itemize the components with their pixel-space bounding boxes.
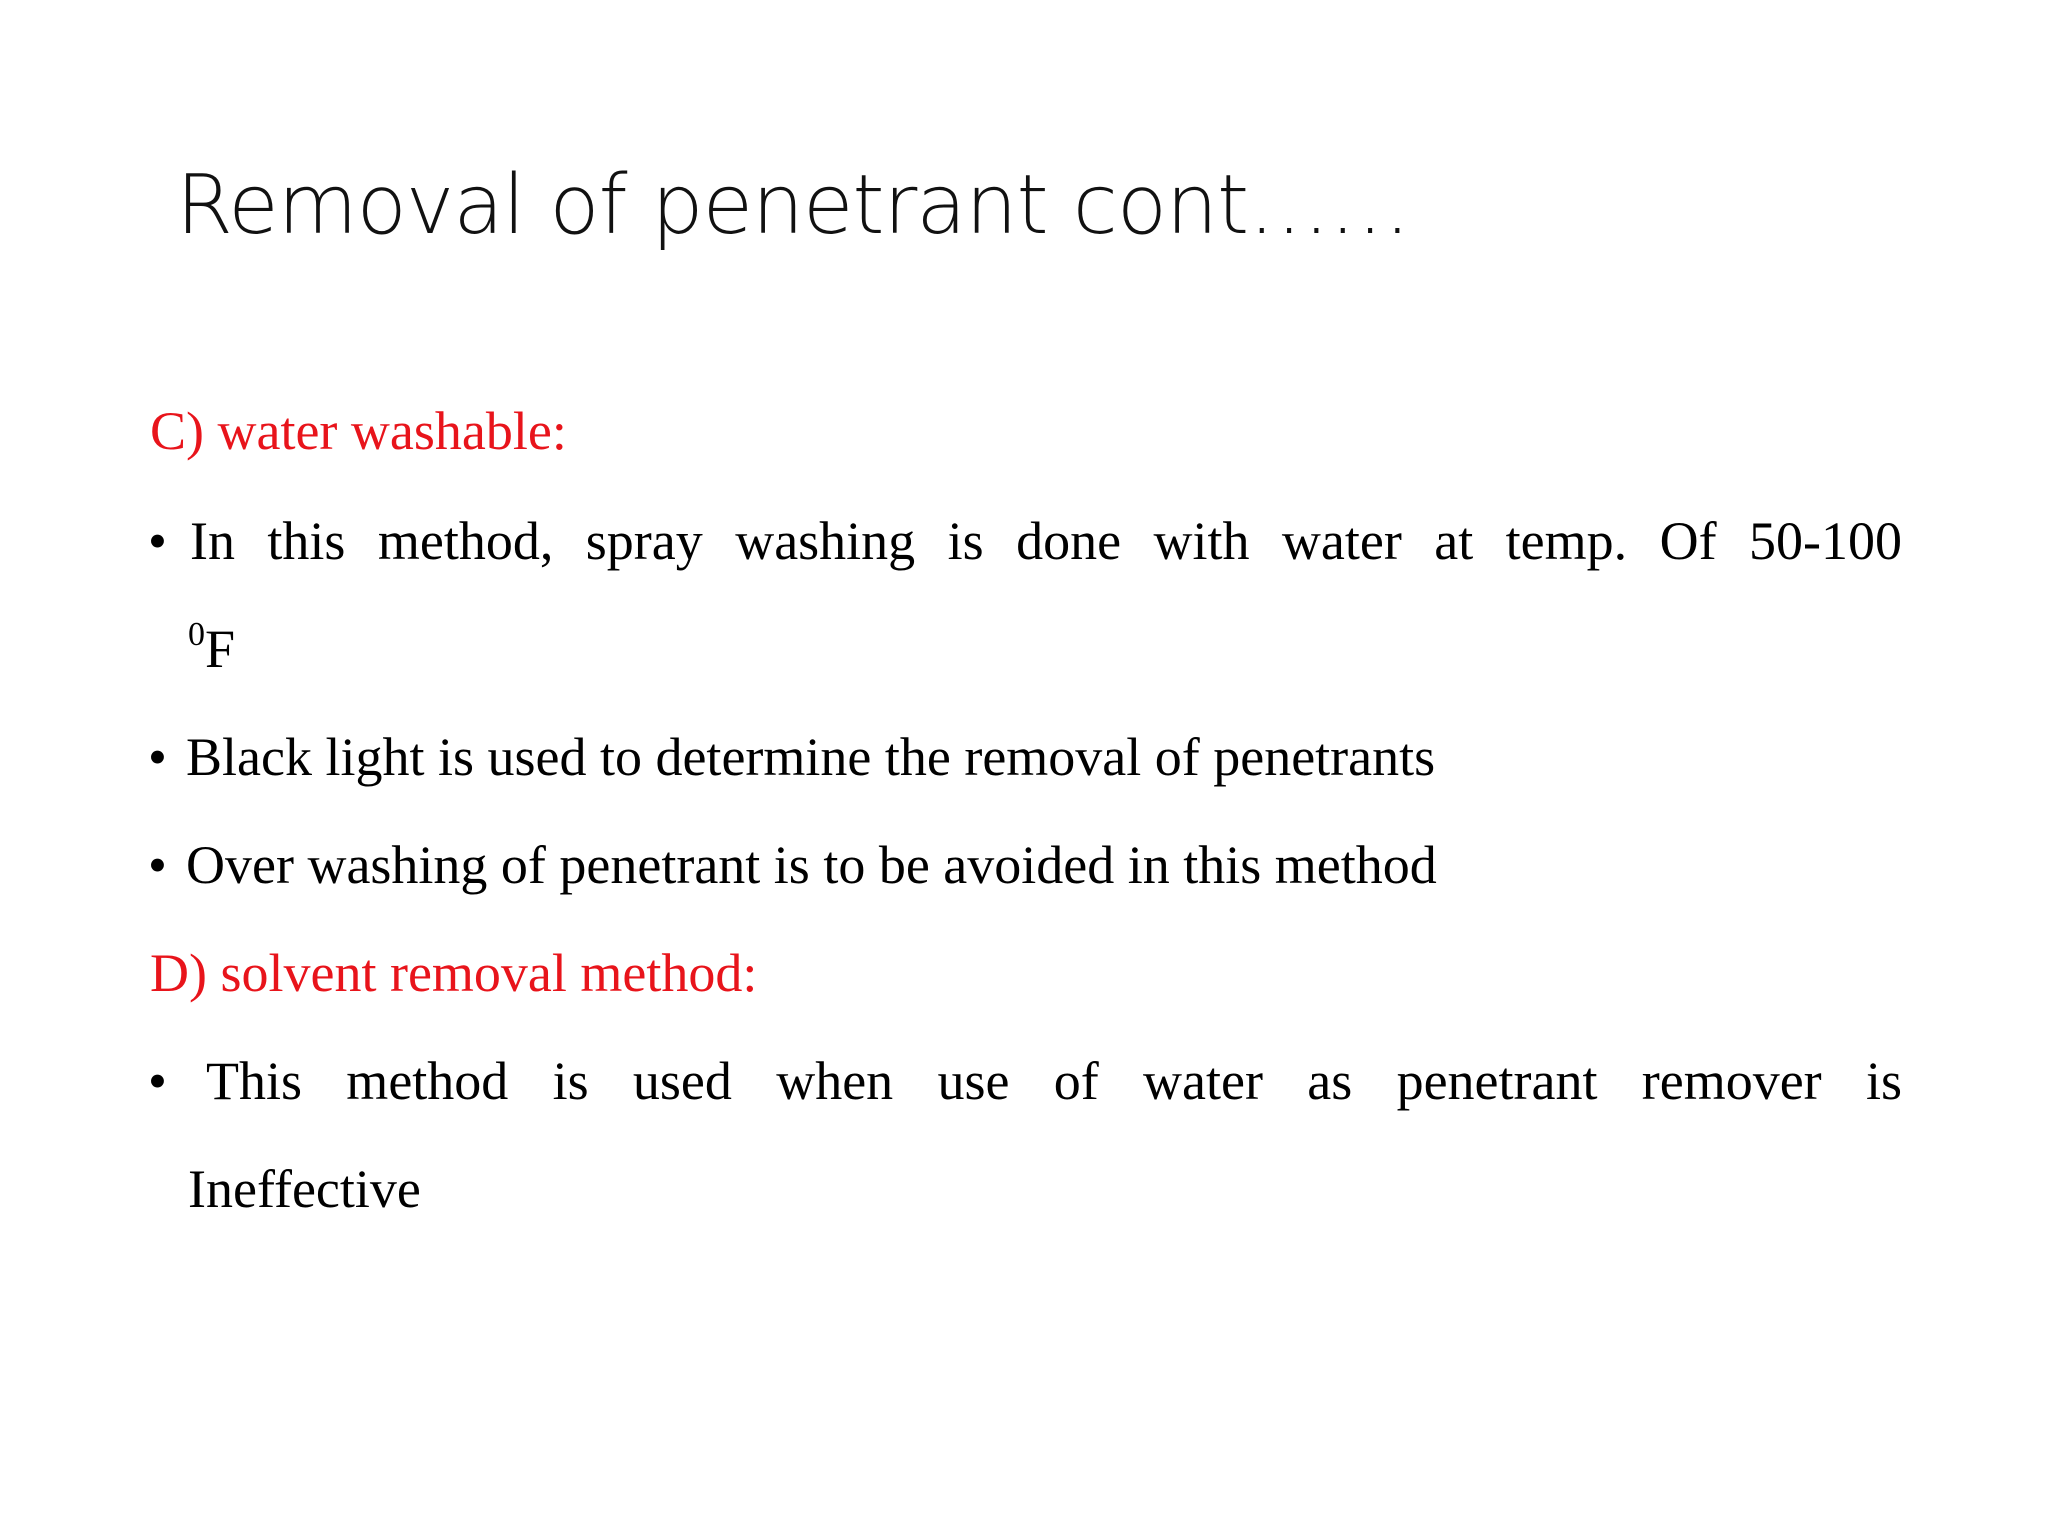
bullet-icon: • <box>148 1051 167 1111</box>
bullet-c2: Black light is used to determine the removal of penetrants <box>186 727 1436 787</box>
bullet-c3: Over washing of penetrant is to be avoided in this method <box>186 835 1437 895</box>
bullet-icon: • <box>148 835 167 895</box>
bullet-icon: • <box>148 511 167 571</box>
bullet-c1-line2 <box>188 618 235 680</box>
section-d-heading: D) solvent removal method: <box>150 943 758 1003</box>
temperature-unit: F <box>205 619 236 679</box>
bullet-icon: • <box>148 727 167 787</box>
section-c-heading: C) water washable: <box>150 401 567 461</box>
bullet-c1-line1: In this method, spray washing is done with water at temp. Of 50-100 <box>190 511 1902 571</box>
bullet-d1-line2: Ineffective <box>188 1159 421 1219</box>
bullet-d1-line1: This method is used when use of water as penetrant remover is <box>206 1051 1902 1111</box>
degree-superscript: 0 <box>188 616 205 653</box>
slide-title: Removal of penetrant cont…… <box>176 158 1411 253</box>
